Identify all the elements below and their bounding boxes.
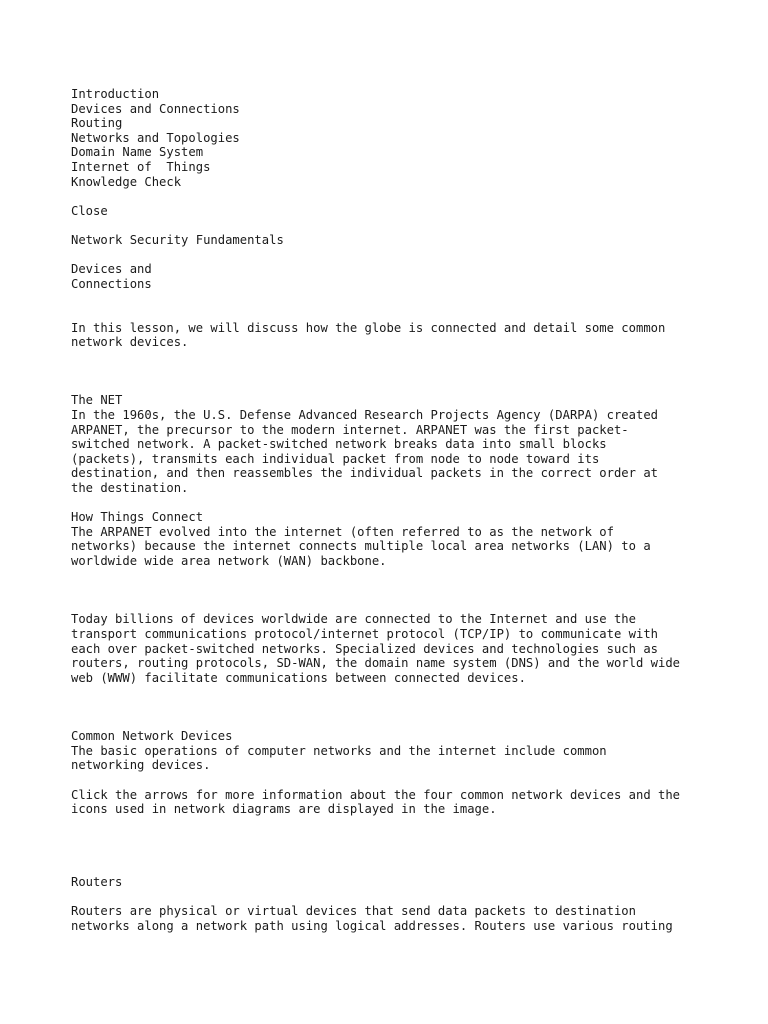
lesson-title-line-1: Devices and (71, 262, 152, 277)
section-routers-line: Routers are physical or virtual devices that send data packets to destination (71, 904, 636, 919)
document-page (71, 87, 711, 934)
section-devices-line: The basic operations of computer networks and the internet include common (71, 743, 607, 758)
section-heading-common-network-devices: Common Network Devices (71, 729, 233, 744)
section-heading-how-things-connect: How Things Connect (71, 510, 204, 525)
lesson-intro-line: In this lesson, we will discuss how the globe is connected and detail some common (71, 320, 666, 335)
section-today-line: web (WWW) facilitate communications between connected devices. (71, 670, 526, 685)
section-routers-line: networks along a network path using logical addresses. Routers use various routing (71, 918, 673, 933)
spacer (71, 773, 711, 788)
section-devices-instruction-line: Click the arrows for more information about the four common network devices and the (71, 787, 681, 802)
section-connect-line: networks) because the internet connects multiple local area networks (LAN) to a (71, 539, 651, 554)
spacer (71, 189, 711, 204)
section-today-line: transport communications protocol/internet protocol (TCP/IP) to communicate with (71, 627, 658, 641)
section-net-line: destination, and then reassembles the individual packets in the correct order at (71, 466, 658, 481)
lesson-nav (71, 87, 711, 189)
nav-item-routing[interactable]: Routing (71, 116, 123, 131)
section-net-line: ARPANET, the precursor to the modern internet. ARPANET was the first packet- (71, 422, 629, 437)
section-net-line: the destination. (71, 481, 189, 496)
section-connect-line: The ARPANET evolved into the internet (often referred to as the network of (71, 524, 614, 539)
section-devices-instruction-line: icons used in network diagrams are displayed in the image. (71, 802, 497, 817)
spacer (71, 817, 711, 861)
nav-item-devices-and-connections[interactable]: Devices and Connections (71, 101, 240, 116)
nav-item-internet-of-things[interactable]: Internet of Things (71, 159, 211, 174)
section-today-line: routers, routing protocols, SD-WAN, the domain name system (DNS) and the world wide (71, 656, 681, 671)
spacer (71, 685, 711, 729)
spacer (71, 890, 711, 905)
spacer (71, 569, 711, 613)
lesson-intro-line: network devices. (71, 335, 189, 350)
spacer (71, 291, 711, 320)
lesson-title-line-2: Connections (71, 276, 152, 291)
spacer (71, 350, 711, 394)
section-today-line: Today billions of devices worldwide are connected to the Internet and use the (71, 612, 636, 627)
section-connect-line: worldwide wide area network (WAN) backbone. (71, 554, 387, 569)
spacer (71, 248, 711, 263)
section-today-line: each over packet-switched networks. Specialized devices and technologies such as (71, 641, 658, 656)
spacer (71, 218, 711, 233)
nav-item-networks-and-topologies[interactable]: Networks and Topologies (71, 130, 240, 145)
spacer (71, 861, 711, 876)
section-devices-line: networking devices. (71, 758, 211, 773)
section-heading-the-net: The NET (71, 393, 123, 408)
section-heading-routers: Routers (71, 875, 123, 890)
close-button[interactable]: Close (71, 203, 108, 218)
section-net-line: In the 1960s, the U.S. Defense Advanced Research Projects Agency (DARPA) created (71, 408, 658, 423)
course-title: Network Security Fundamentals (71, 232, 284, 247)
spacer (71, 496, 711, 511)
section-net-line: switched network. A packet-switched network breaks data into small blocks (71, 437, 607, 452)
nav-item-domain-name-system[interactable]: Domain Name System (71, 145, 204, 160)
section-net-line: (packets), transmits each individual packet from node to node toward its (71, 451, 600, 466)
nav-item-introduction[interactable]: Introduction (71, 87, 160, 101)
nav-item-knowledge-check[interactable]: Knowledge Check (71, 174, 182, 189)
